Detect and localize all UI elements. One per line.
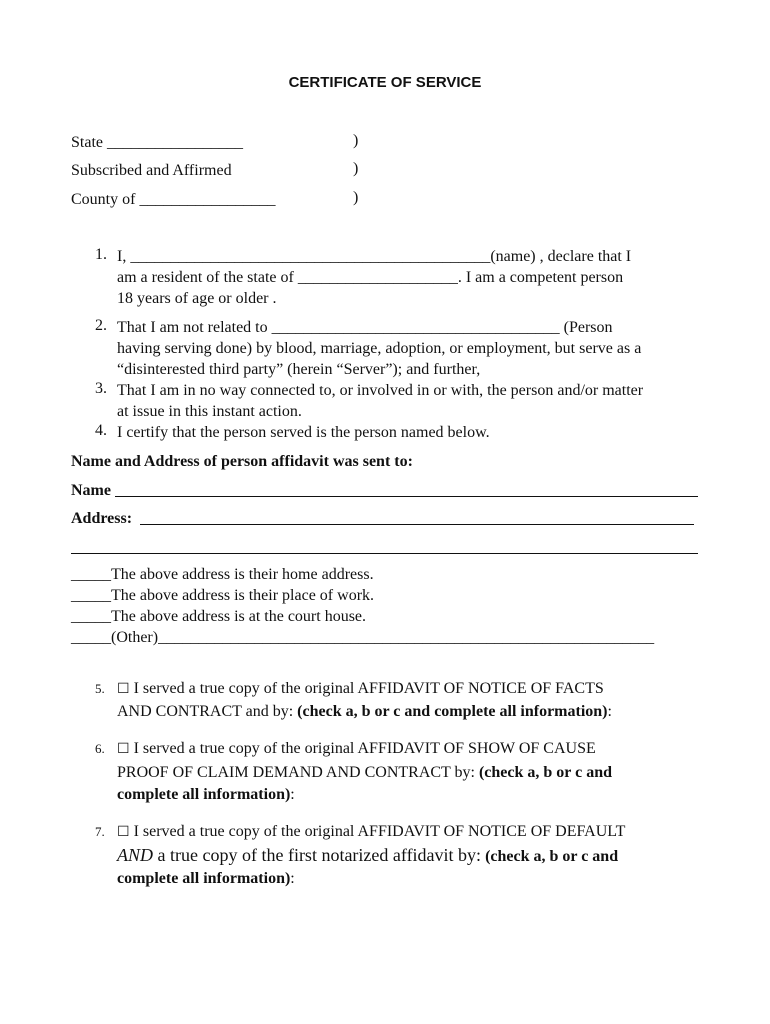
item-line: 18 years of age or older .	[117, 290, 277, 307]
service-text: a true copy of the first notarized affidavit by:	[153, 845, 482, 865]
checkbox-icon: ☐	[117, 741, 130, 757]
name-blank-line	[115, 496, 698, 497]
service-item-7-line3	[117, 868, 295, 889]
venue-paren: )	[353, 189, 359, 206]
checkbox-icon: ☐	[117, 824, 130, 840]
service-item-5-line2	[117, 701, 612, 722]
item-line: I, _____________________________________________(name) , declare that I	[117, 248, 632, 265]
service-text: :	[290, 870, 295, 887]
subscribed-affirmed-label: Subscribed and Affirmed	[71, 162, 232, 179]
address-option-other: _____(Other)______________________________________________________________	[71, 629, 655, 646]
item-line: That I am in no way connected to, or involved in or with, the person and/or matter	[117, 382, 644, 399]
service-item-6-line3	[117, 784, 295, 805]
service-emphasis: AND	[117, 845, 153, 865]
item-number: 2.	[95, 317, 107, 334]
venue-paren: )	[353, 132, 359, 149]
service-text: I served a true copy of the original AFFIDAVIT OF NOTICE OF DEFAULT	[133, 823, 626, 840]
item-line: having serving done) by blood, marriage, adoption, or employment, but serve as a	[117, 340, 642, 357]
address-blank-line	[71, 553, 698, 554]
service-instruction: (check a, b or c and complete all information)	[297, 703, 608, 720]
declaration-item-2	[117, 317, 717, 380]
service-text: I served a true copy of the original AFFIDAVIT OF NOTICE OF FACTS	[133, 680, 604, 697]
state-field: State _________________	[71, 134, 243, 151]
service-instruction: (check a, b or c and	[481, 848, 619, 865]
service-text: :	[607, 703, 612, 720]
item-number: 7.	[95, 824, 105, 839]
service-text: AND CONTRACT and by:	[117, 703, 298, 720]
venue-paren: )	[353, 160, 359, 177]
service-item-6-line1	[117, 738, 596, 760]
item-number: 1.	[95, 246, 107, 263]
service-item-7-line1	[117, 821, 625, 843]
service-instruction: (check a, b or c and	[478, 764, 613, 781]
declaration-item-3	[117, 380, 717, 422]
item-number: 3.	[95, 380, 107, 397]
item-line: “disinterested third party” (herein “Server”); and further,	[117, 361, 481, 378]
item-line: am a resident of the state of ____________________. I am a competent person	[117, 269, 624, 286]
address-option-courthouse: _____The above address is at the court house.	[71, 608, 367, 625]
service-item-7-line2	[117, 844, 618, 868]
address-option-work: _____The above address is their place of work.	[71, 587, 375, 604]
item-line: That I am not related to ____________________________________ (Person	[117, 319, 613, 336]
item-number: 5.	[95, 681, 105, 696]
service-item-5-line1	[117, 678, 604, 700]
service-item-6-line2	[117, 762, 612, 783]
service-text: PROOF OF CLAIM DEMAND AND CONTRACT by:	[117, 764, 479, 781]
recipient-heading: Name and Address of person affidavit was sent to:	[71, 453, 413, 470]
county-field: County of _________________	[71, 191, 276, 208]
item-number: 6.	[95, 741, 105, 756]
item-line: at issue in this instant action.	[117, 403, 302, 420]
name-label: Name	[71, 482, 111, 499]
declaration-item-1	[117, 246, 717, 309]
service-instruction: complete all information)	[117, 870, 291, 887]
item-line: I certify that the person served is the person named below.	[117, 424, 490, 441]
address-option-home: _____The above address is their home address.	[71, 566, 374, 583]
page-title: CERTIFICATE OF SERVICE	[288, 74, 482, 91]
address-label: Address:	[71, 510, 133, 527]
address-blank-line	[140, 524, 694, 525]
declaration-item-4	[117, 422, 717, 443]
service-text: :	[290, 786, 295, 803]
service-instruction: complete all information)	[117, 786, 291, 803]
service-text: I served a true copy of the original AFFIDAVIT OF SHOW OF CAUSE	[133, 740, 596, 757]
item-number: 4.	[95, 422, 107, 439]
checkbox-icon: ☐	[117, 681, 130, 697]
